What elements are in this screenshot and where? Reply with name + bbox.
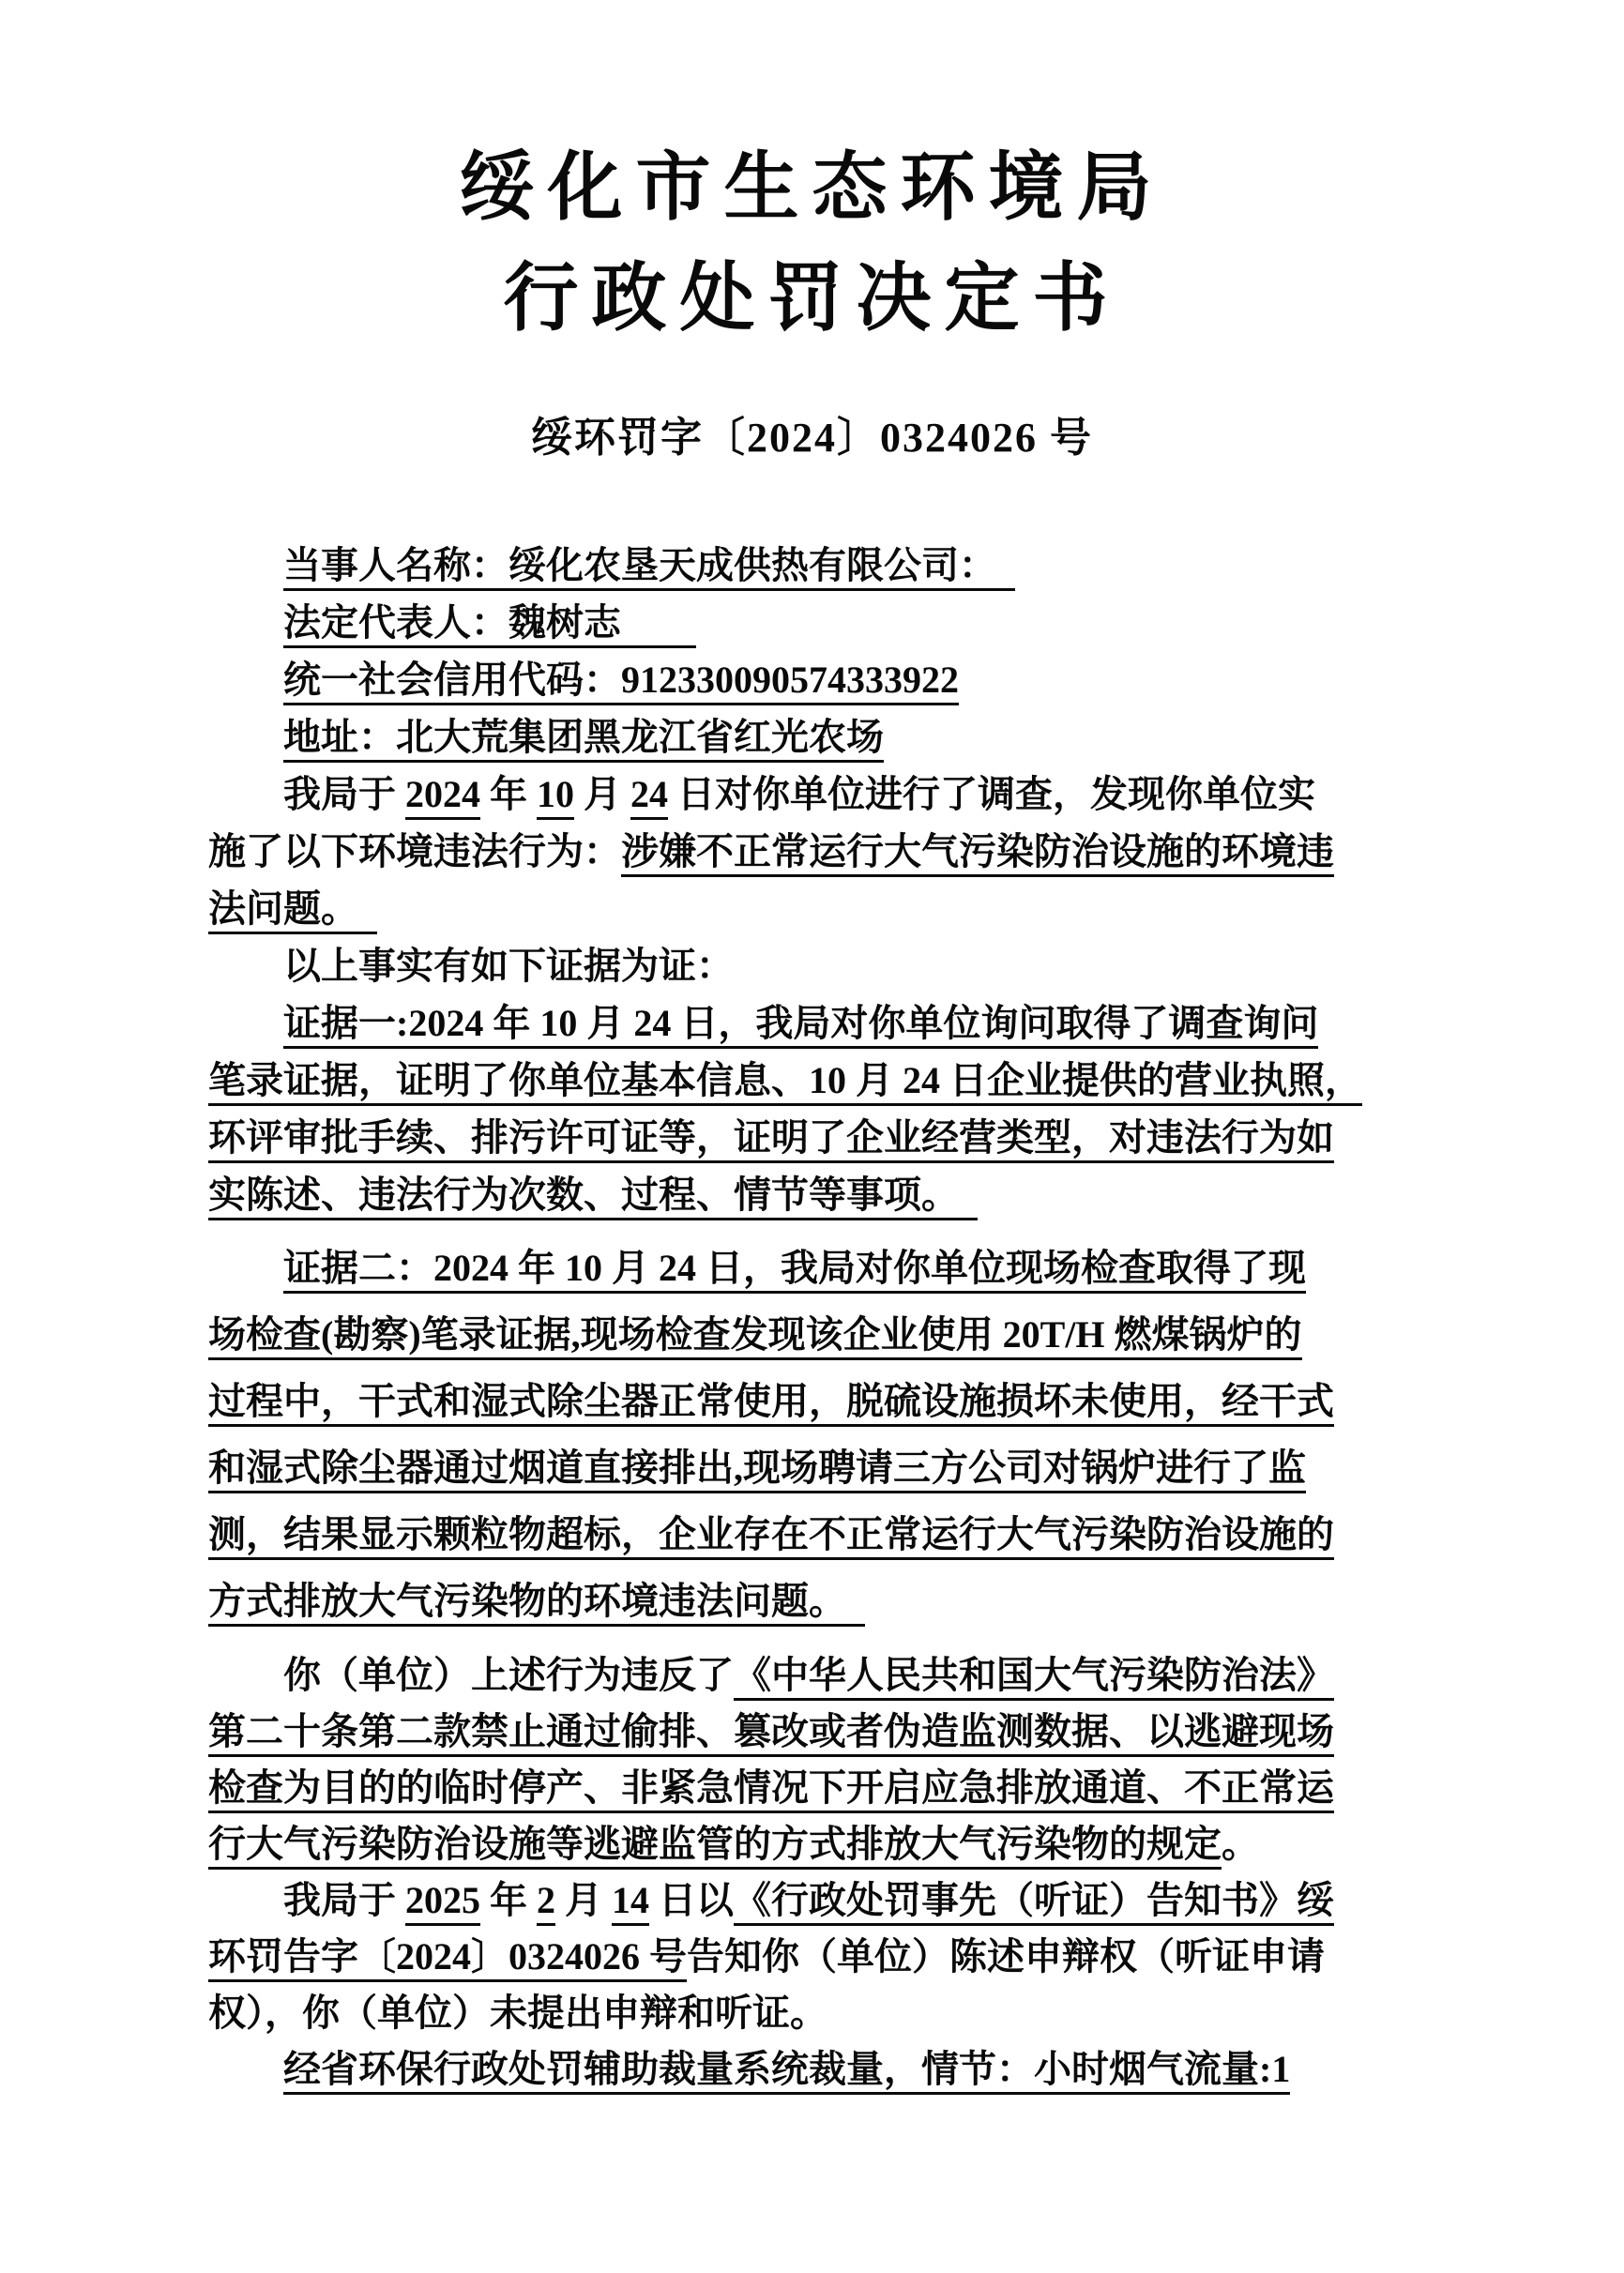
underlined-text: 14	[612, 1879, 649, 1926]
body-line	[208, 1760, 1466, 1816]
body-line	[208, 1052, 1466, 1109]
body-line	[208, 880, 1466, 937]
body-line	[208, 1434, 1466, 1501]
underlined-text: 法问题。	[208, 887, 377, 934]
underlined-text: 2024	[405, 773, 480, 820]
underlined-text: 法定代表人：魏树志	[283, 601, 696, 648]
body-line	[208, 2041, 1466, 2098]
plain-text: 施了以下环境违法行为：	[208, 830, 621, 872]
underlined-text: 实陈述、违法行为次数、过程、情节等事项。	[208, 1174, 978, 1220]
plain-text: 我局于	[283, 1879, 405, 1921]
paragraph-group-party-and-facts	[208, 537, 1466, 1223]
agency-title: 绥化市生态环境局	[459, 147, 1165, 230]
underlined-text: 证据二：2024 年 10 月 24 日，我局对你单位现场检查取得了现	[283, 1247, 1306, 1294]
underlined-text: 10	[537, 773, 574, 820]
underlined-text: 涉嫌不正常运行大气污染防治设施的环境违	[621, 830, 1334, 877]
underlined-text: 行大气污染防治设施等逃避监管的方式排放大气污染物的规定	[208, 1823, 1222, 1870]
body-line	[208, 537, 1466, 594]
underlined-text: 统一社会信用代码：912330090574333922	[283, 659, 959, 705]
body-line	[208, 1109, 1466, 1166]
plain-text: 月	[574, 773, 630, 815]
underlined-text: 2	[537, 1879, 555, 1926]
plain-text: 告知你（单位）陈述申辩权（听证申请	[687, 1935, 1325, 1978]
body-line	[208, 708, 1466, 765]
paragraph-group-violation-and-penalty	[208, 1647, 1466, 2098]
plain-text: 月	[555, 1879, 612, 1921]
plain-text: 年	[480, 773, 537, 815]
plain-text: 你（单位）上述行为违反了	[283, 1654, 734, 1696]
document-number: 绥环罚字〔2024〕0324026 号	[531, 415, 1093, 461]
body-line	[208, 1501, 1466, 1568]
underlined-text: 第二十条第二款禁止通过偷排、篡改或者伪造监测数据、以逃避现场	[208, 1710, 1334, 1757]
body-line	[208, 765, 1466, 823]
body-line	[208, 1816, 1466, 1872]
plain-text: 日对你单位进行了调查，发现你单位实	[668, 773, 1315, 815]
underlined-text: 场检查(勘察)笔录证据,现场检查发现该企业使用 20T/H 燃煤锅炉的	[208, 1313, 1302, 1360]
document-type-title: 行政处罚决定书	[503, 258, 1121, 341]
body-line	[208, 1568, 1466, 1634]
underlined-text: 24	[630, 773, 668, 820]
plain-text: 以上事实有如下证据为证：	[283, 945, 734, 987]
plain-text: 。	[1222, 1823, 1259, 1865]
underlined-text: 《中华人民共和国大气污染防治法》	[734, 1654, 1334, 1701]
document-body	[208, 537, 1466, 2098]
underlined-text: 地址：北大荒集团黑龙江省红光农场	[283, 716, 884, 763]
plain-text: 年	[480, 1879, 537, 1921]
body-line	[208, 651, 1466, 708]
body-line	[208, 1985, 1466, 2041]
underlined-text: 和湿式除尘器通过烟道直接排出,现场聘请三方公司对锅炉进行了监	[208, 1447, 1306, 1493]
underlined-text: 《行政处罚事先（听证）告知书》绥	[734, 1879, 1334, 1926]
body-line	[208, 823, 1466, 880]
underlined-text: 检查为目的的临时停产、非紧急情况下开启应急排放通道、不正常运	[208, 1766, 1334, 1813]
underlined-text: 过程中，干式和湿式除尘器正常使用，脱硫设施损坏未使用，经干式	[208, 1380, 1334, 1427]
underlined-text: 测，结果显示颗粒物超标，企业存在不正常运行大气污染防治设施的	[208, 1513, 1334, 1560]
body-line	[208, 1929, 1466, 1985]
body-line	[208, 994, 1466, 1052]
body-line	[208, 1166, 1466, 1223]
underlined-text: 当事人名称：绥化农垦天成供热有限公司：	[283, 544, 1015, 591]
underlined-text: 笔录证据，证明了你单位基本信息、10 月 24 日企业提供的营业执照，	[208, 1059, 1362, 1106]
body-line	[208, 1872, 1466, 1929]
plain-text: 权），你（单位）未提出申辩和听证。	[208, 1992, 827, 2034]
body-line	[208, 1301, 1466, 1368]
body-line	[208, 1235, 1466, 1301]
underlined-text: 方式排放大气污染物的环境违法问题。	[208, 1580, 865, 1627]
underlined-text: 环评审批手续、排污许可证等，证明了企业经营类型，对违法行为如	[208, 1116, 1334, 1163]
body-line	[208, 1647, 1466, 1704]
body-line	[208, 1368, 1466, 1434]
body-line	[208, 594, 1466, 651]
underlined-text: 环罚告字〔2024〕0324026 号	[208, 1935, 687, 1982]
plain-text: 日以	[649, 1879, 734, 1921]
underlined-text: 证据一:2024 年 10 月 24 日，我局对你单位询问取得了调查询问	[283, 1002, 1318, 1049]
body-line	[208, 937, 1466, 994]
plain-text: 我局于	[283, 773, 405, 815]
paragraph-group-evidence-two	[208, 1235, 1466, 1634]
underlined-text: 2025	[405, 1879, 480, 1926]
body-line	[208, 1704, 1466, 1760]
underlined-text: 经省环保行政处罚辅助裁量系统裁量，情节：小时烟气流量:1	[283, 2048, 1290, 2095]
